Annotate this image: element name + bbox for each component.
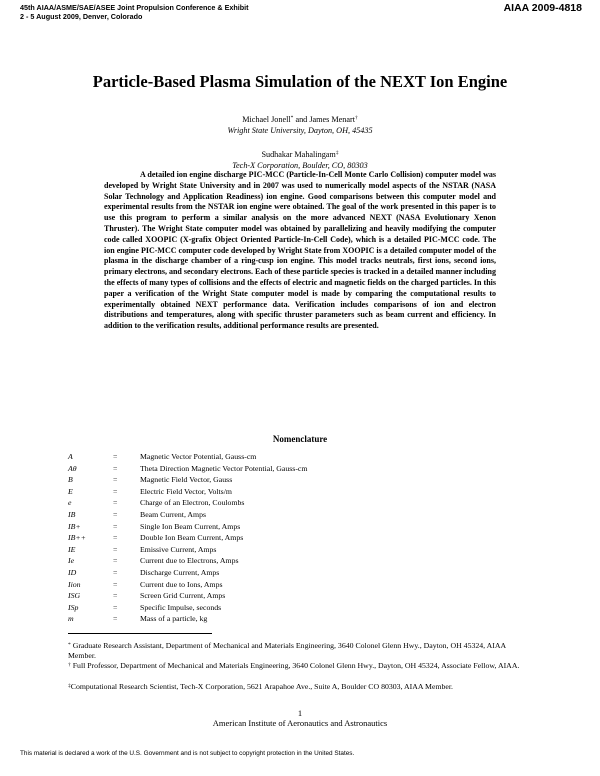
nomenclature-definition: Magnetic Vector Potential, Gauss-cm	[140, 452, 257, 461]
nomenclature-symbol: Aθ	[68, 463, 77, 473]
nomenclature-heading: Nomenclature	[272, 434, 328, 444]
author-names-1: Michael Jonell* and James Menart†	[242, 115, 358, 124]
nomenclature-symbol: e	[68, 498, 72, 508]
nomenclature-symbol: ID	[68, 567, 77, 577]
nomenclature-definition: Discharge Current, Amps	[140, 567, 220, 577]
nomenclature-symbol: E⃗	[68, 486, 79, 496]
footnote-divider	[68, 633, 212, 634]
footnote-3: ‡Computational Research Scientist, Tech-X Corporation, 5621 Arapahoe Ave., Suite A, Boulder CO 80303, AIAA Member.	[68, 682, 453, 691]
nomenclature-symbol: IE	[68, 544, 76, 554]
nomenclature-symbol: IB	[68, 509, 76, 519]
nomenclature-definition: Electric Field Vector, Volts/m	[140, 486, 232, 496]
nomenclature-symbol: m	[68, 614, 74, 624]
nomenclature-definition: Beam Current, Amps	[140, 509, 207, 519]
paper-title: Particle-Based Plasma Simulation of the NEXT Ion Engine	[92, 72, 508, 91]
organization-name: American Institute of Aeronautics and Astronautics	[212, 718, 388, 728]
nomenclature-definition: Current due to Electrons, Amps	[140, 556, 239, 566]
paper-id: AIAA 2009-4818	[503, 2, 582, 14]
conference-header	[20, 3, 249, 21]
nomenclature-definition: Charge of an Electron, Coulombs	[140, 498, 245, 508]
nomenclature-definition: Current due to Ions, Amps	[140, 579, 223, 589]
nomenclature-definition: Theta Direction Magnetic Vector Potential, Gauss-cm	[140, 463, 308, 473]
nomenclature-symbol: ISp	[68, 602, 79, 612]
nomenclature-definition: Magnetic Field Vector, Gauss	[140, 475, 233, 485]
nomenclature-definition: Emissive Current, Amps	[140, 544, 217, 554]
abstract: A detailed ion engine discharge PIC-MCC (Particle-In-Cell Monte Carlo Collision) computer model was developed by Wright State University and in 2007 was used to numerically model aspects of the NSTAR (NASA Solar Technology and Application Readiness) ion engine. Good comparisons between this computer model and experimental results from the NSTAR ion engine were obtained. The goal of the work presented in this paper is to use this program to perform a similar analysis on the more advanced NEXT (NASA Evolutionary Xenon Thruster). The Wright State computer model was obtained by parallelizing and heavily modifying the computer code called XOOPIC (X-grafix Object Oriented Particle-In-Cell Code), which is a detailed PIC-MCC code. The ion engine PIC-MCC computer code developed by Wright State from XOOPIC is a detailed computer model of the plasma in the discharge chamber of a ring-cusp ion engine. This model tracks neutrals, first ions, second ions, primary electrons, and secondary electrons. Each of these particle species is tracked in a detailed manner including the effects of many types of collisions and the effects of electric and magnetic fields on the charged particles. In this paper a verification of the Wright State computer model is made by comparing the computational results to experimentally obtained NEXT performance data. Verification includes comparisons of ion and electron distributions and temperatures, along with specific thruster parameters such as beam current and efficiency. In addition to the verification results, additional performance results are presented.	[104, 170, 496, 331]
conference-line-2: 2 - 5 August 2009, Denver, Colorado	[20, 12, 143, 21]
page-number: 1	[297, 708, 303, 718]
nomenclature-symbol: Iion	[68, 579, 81, 589]
author-affiliation-2: Tech-X Corporation, Boulder, CO, 80303	[232, 161, 368, 170]
nomenclature-symbol: Ie	[68, 556, 75, 566]
nomenclature-definition: Specific Impulse, seconds	[140, 602, 222, 612]
copyright-notice: This material is declared a work of the U.S. Government and is not subject to copyright protection in the United States.	[20, 750, 355, 757]
author-block-1	[0, 114, 600, 136]
nomenclature-symbol: IB++	[68, 533, 86, 543]
author-affiliation-1: Wright State University, Dayton, OH, 45435	[227, 126, 373, 135]
nomenclature-definition: Screen Grid Current, Amps	[140, 591, 226, 601]
footnote-1: * Graduate Research Assistant, Department of Mechanical and Materials Engineering, 3640 Colonel Glenn Hwy., Dayton, OH 45324, AIAA Member.	[68, 641, 506, 661]
nomenclature-symbol: B⃗	[68, 475, 79, 485]
author-block-2	[0, 149, 600, 171]
footnote-2: † Full Professor, Department of Mechanical and Materials Engineering, 3640 Colonel Glenn Hwy., Dayton, OH 45324, Associate Fellow, AIAA.	[68, 661, 520, 670]
nomenclature-definition: Single Ion Beam Current, Amps	[140, 521, 241, 531]
nomenclature-definition: Mass of a particle, kg	[140, 614, 208, 624]
author-names-2: Sudhakar Mahalingam‡	[261, 150, 339, 159]
conference-line-1: 45th AIAA/ASME/SAE/ASEE Joint Propulsion Conference & Exhibit	[20, 3, 249, 12]
nomenclature-symbol: ISG	[68, 591, 81, 601]
nomenclature-definition: Double Ion Beam Current, Amps	[140, 533, 244, 543]
nomenclature-symbol: A⃗	[68, 452, 79, 461]
nomenclature-symbol: IB+	[68, 521, 81, 531]
